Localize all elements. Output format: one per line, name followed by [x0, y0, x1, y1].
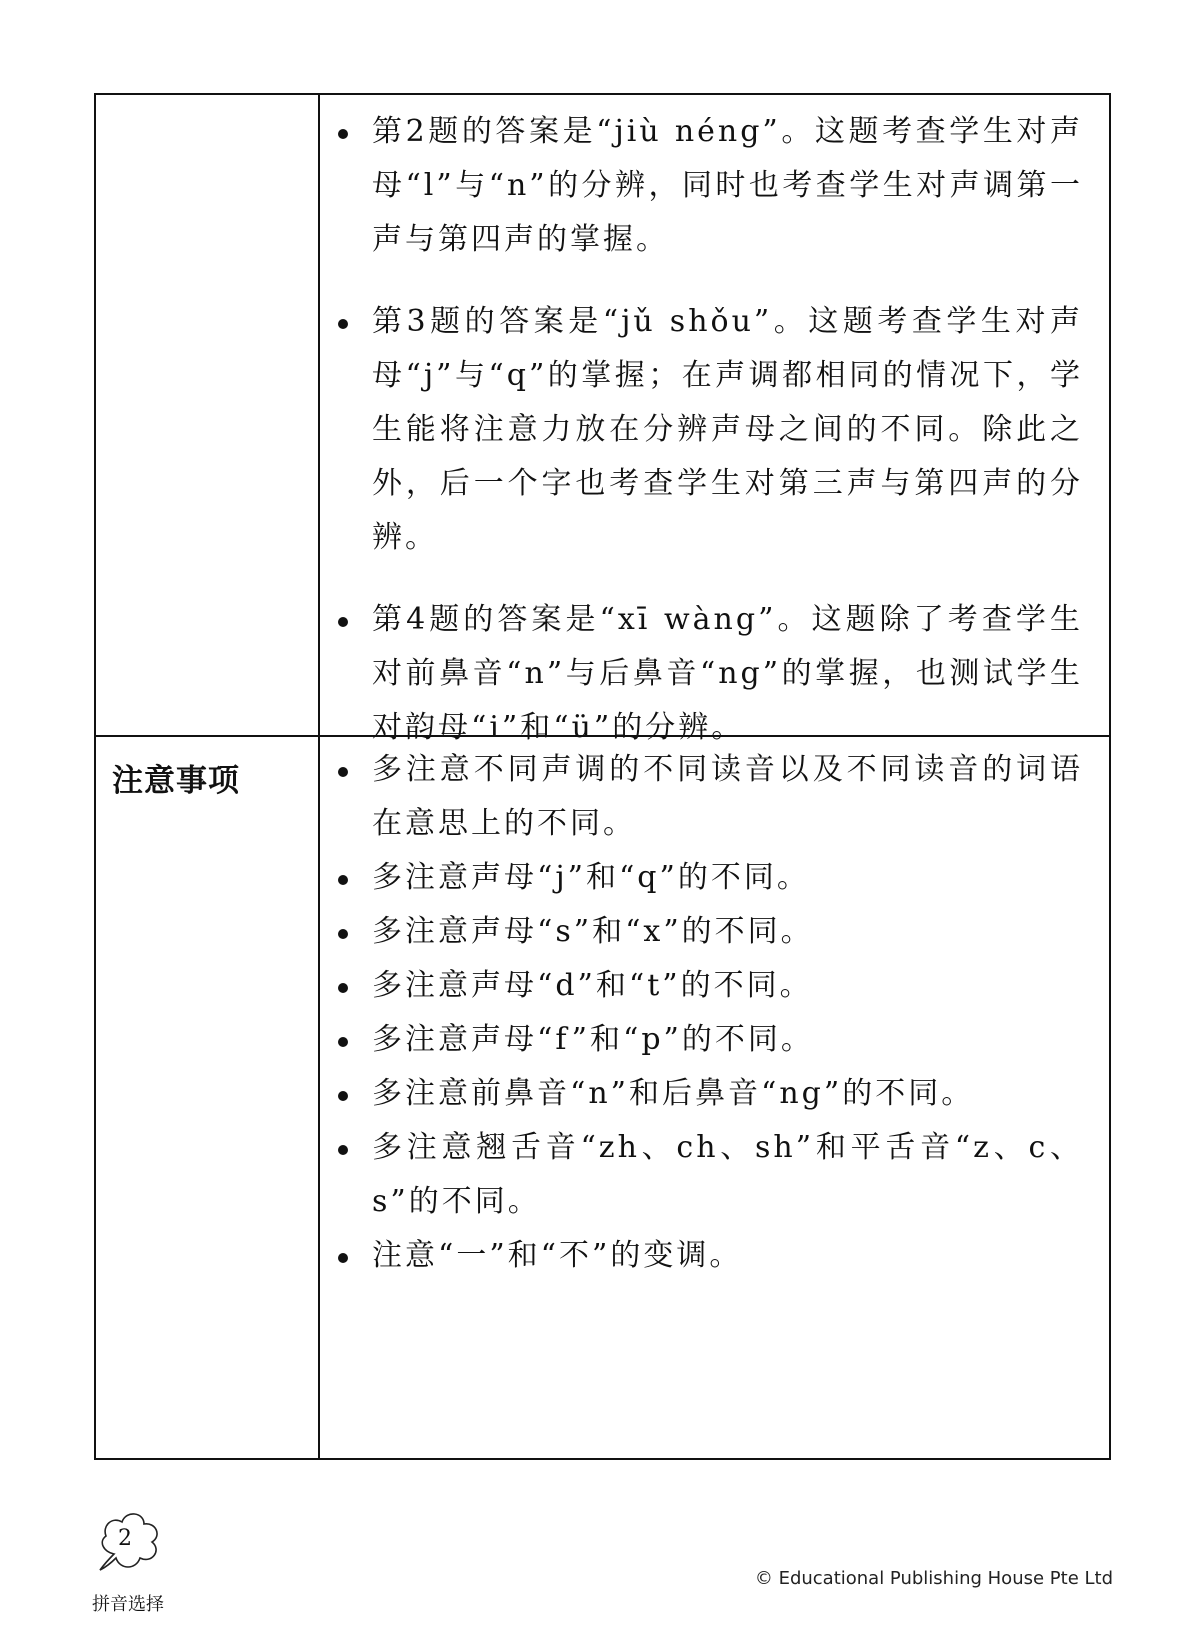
explanation-item: 第3题的答案是“jǔ shǒu”。这题考查学生对声母“j”与“q”的掌握；在声调都相同的情况下，学生能将注意力放在分辨声母之间的不同。除此之外，后一个字也考查学生对第三声与第四声的分辨。	[332, 295, 1083, 565]
leaf-page-badge	[92, 1508, 164, 1578]
notes-list	[332, 743, 1083, 1283]
explanation-list	[332, 105, 1083, 755]
explanation-item: 第4题的答案是“xī wàng”。这题除了考查学生对前鼻音“n”与后鼻音“ng”的掌握，也测试学生对韵母“i”和“ü”的分辨。	[332, 593, 1083, 755]
section-label: 拼音选择	[92, 1594, 164, 1615]
note-item: 多注意声母“f”和“p”的不同。	[332, 1013, 1083, 1067]
page-number: 2	[118, 1526, 132, 1551]
content-table	[94, 93, 1111, 1460]
explanation-item: 第2题的答案是“jiù néng”。这题考查学生对声母“l”与“n”的分辨，同时也考查学生对声调第一声与第四声的掌握。	[332, 105, 1083, 267]
explanations-cell	[332, 105, 1083, 783]
note-item: 多注意声母“s”和“x”的不同。	[332, 905, 1083, 959]
note-item: 注意“一”和“不”的变调。	[332, 1229, 1083, 1283]
note-item: 多注意不同声调的不同读音以及不同读音的词语在意思上的不同。	[332, 743, 1083, 851]
note-item: 多注意声母“d”和“t”的不同。	[332, 959, 1083, 1013]
notes-cell	[332, 743, 1083, 1283]
column-divider	[318, 95, 320, 1458]
notes-label: 注意事项	[112, 763, 240, 799]
note-item: 多注意声母“j”和“q”的不同。	[332, 851, 1083, 905]
copyright-notice: © Educational Publishing House Pte Ltd	[754, 1568, 1113, 1589]
note-item: 多注意翘舌音“zh、ch、sh”和平舌音“z、c、s”的不同。	[332, 1121, 1083, 1229]
note-item: 多注意前鼻音“n”和后鼻音“ng”的不同。	[332, 1067, 1083, 1121]
